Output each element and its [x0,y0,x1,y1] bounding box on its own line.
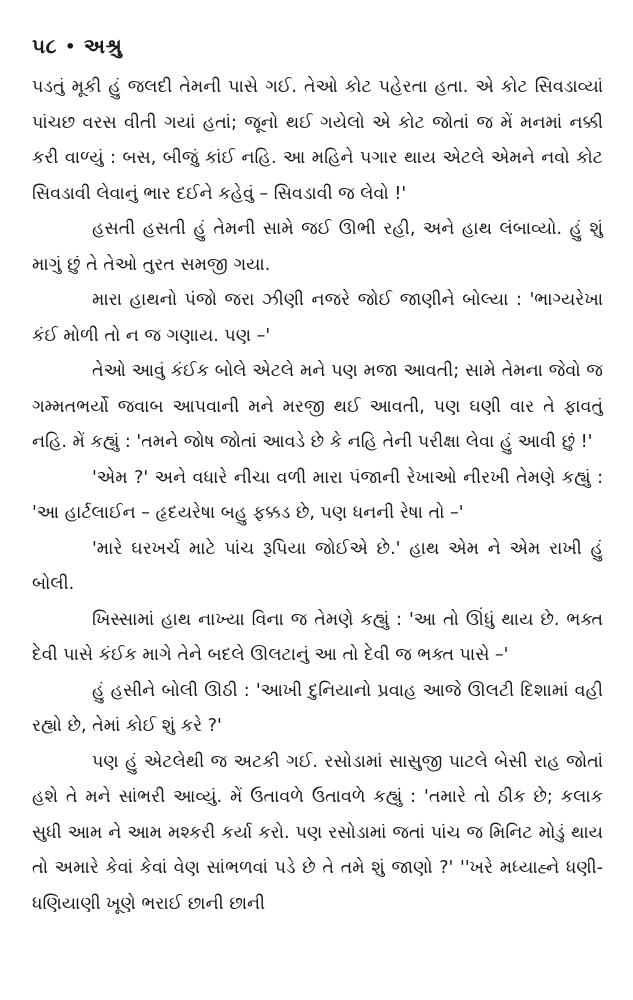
paragraph: હસતી હસતી હું તેમની સામે જઈ ઊભી રહી, અને હાથ લંબાવ્યો. હું શું માગું છું તે તેઓ તુરત સમજી ગયા. [32,219,603,275]
book-title: અશ્રુ [83,34,123,58]
running-header [32,34,603,58]
header-separator: • [65,36,76,56]
page-number: ૫૮ [32,34,58,58]
paragraph: તેઓ આવું કંઈક બોલે એટલે મને પણ મજા આવતી; સામે તેમના જેવો જ ગમ્મતભર્યો જવાબ આપવાની મને મરજી થઈ આવતી, પણ ઘણી વાર તે ફાવતું નહિ. મેં કહ્યું : 'તમને જોષ જોતાં આવડે છે કે નહિ તેની પરીક્ષા લેવા હું આવી છું !' [32,361,603,452]
paragraph: પણ હું એટલેથી જ અટકી ગઈ. રસોડામાં સાસુજી પાટલે બેસી રાહ જોતાં હશે તે મને સાંભરી આવ્યું. મેં ઉતાવળે ઉતાવળે કહ્યું : 'તમારે તો ઠીક છે; કલાક સુધી આમ ને આમ મશ્કરી કર્યા કરો. પણ રસોડામાં જતાં પાંચ જ મિનિટ મોડું થાય તો અમારે કેવાં કેવાં વેણ સાંભળવાં પડે છે તે તમે શું જાણો ?' ''ખરે મધ્યાહ્ને ધણી-ધણિયાણી ખૂણે ભરાઈ છાની છાની [32,751,603,914]
paragraph: ખિસ્સામાં હાથ નાખ્યા વિના જ તેમણે કહ્યું : 'આ તો ઊંધું થાય છે. ભક્ત દેવી પાસે કંઈક માગે તેને બદલે ઊલટાનું આ તો દેવી જ ભક્ત પાસે –' [32,609,603,665]
paragraph: 'એમ ?' અને વધારે નીચા વળી મારા પંજાની રેખાઓ નીરખી તેમણે કહ્યું : 'આ હાર્ટલાઈન – હૃદયરેષા બહુ ફક્કડ છે, પણ ધનની રેષા તો –' [32,467,603,523]
paragraph: 'મારે ઘરખર્ચ માટે પાંચ રૂપિયા જોઈએ છે.' હાથ એમ ને એમ રાખી હું બોલી. [32,538,603,594]
paragraph: હું હસીને બોલી ઊઠી : 'આખી દુનિયાનો પ્રવાહ આજે ઊલટી દિશામાં વહી રહ્યો છે, તેમાં કોઈ શું કરે ?' [32,680,603,736]
paragraph: પડતું મૂકી હું જલદી તેમની પાસે ગઈ. તેઓ કોટ પહેરતા હતા. એ કોટ સિવડાવ્યાં પાંચછ વરસ વીતી ગયાં હતાં; જૂનો થઈ ગયેલો એ કોટ જોતાં જ મેં મનમાં નક્કી કરી વાળ્યું : બસ, બીજું કાંઈ નહિ. આ મહિને પગાર થાય એટલે એમને નવો કોટ સિવડાવી લેવાનું ભાર દઈને કહેવું – સિવડાવી જ લેવો !' [32,77,603,204]
paragraph: મારા હાથનો પંજો જરા ઝીણી નજરે જોઈ જાણીને બોલ્યા : 'ભાગ્યરેખા કંઈ મોળી તો ન જ ગણાય. પણ –' [32,290,603,346]
page-body [32,70,603,922]
